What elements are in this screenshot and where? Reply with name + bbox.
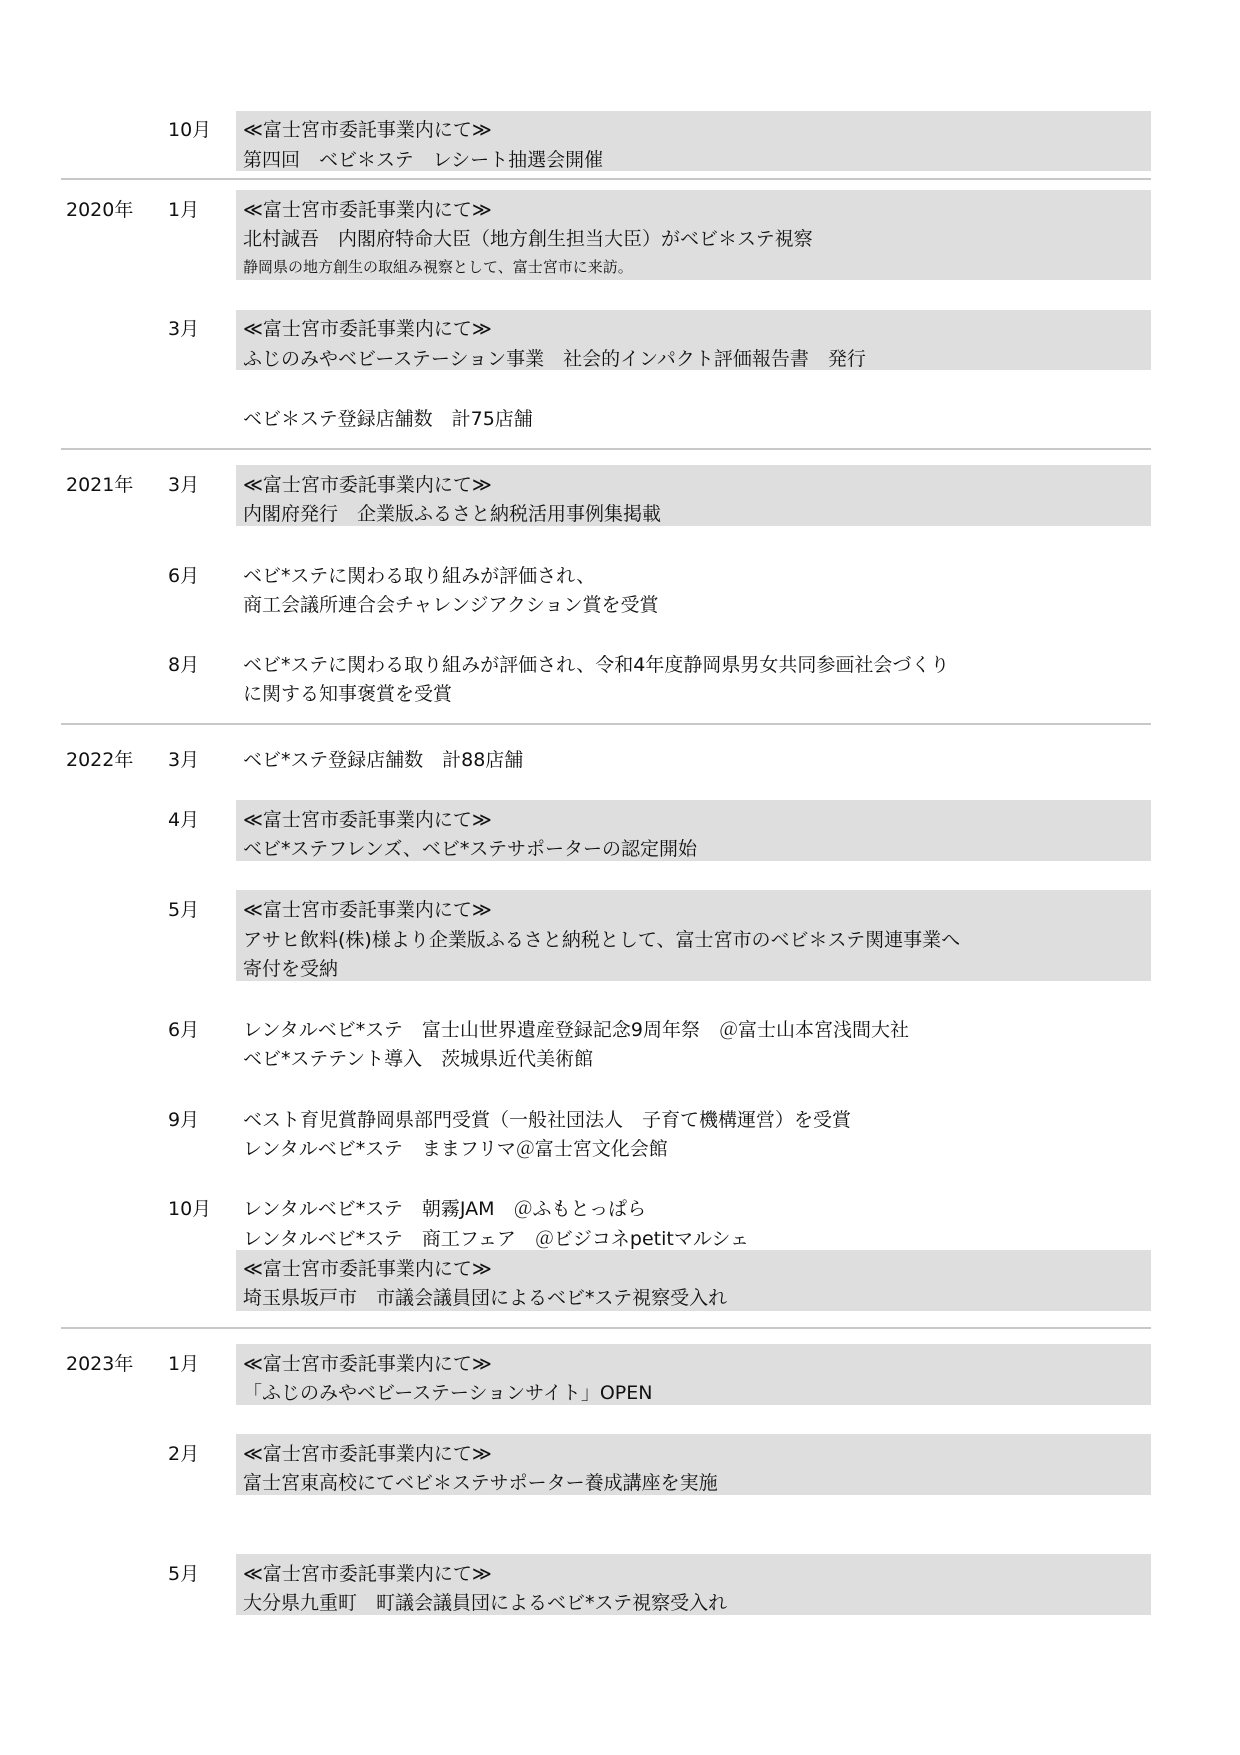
entry-text: 「ふじのみやベビーステーションサイト」OPEN: [243, 1382, 653, 1404]
entry-text: 大分県九重町 町議会議員団によるベビ*ステ視察受入れ: [243, 1592, 728, 1614]
entry-text: ベビ*ステに関わる取り組みが評価され、: [243, 565, 596, 587]
entry-text: 寄付を受納: [243, 958, 339, 980]
year-label: 2022年: [66, 749, 134, 771]
month-label: 1月: [168, 199, 200, 221]
entry-tag: ≪富士宮市委託事業内にて≫: [243, 318, 492, 340]
entry-tag: ≪富士宮市委託事業内にて≫: [243, 899, 492, 921]
month-label: 2月: [168, 1443, 200, 1465]
month-label: 3月: [168, 474, 200, 496]
entry-tag: ≪富士宮市委託事業内にて≫: [243, 1353, 492, 1375]
month-label: 8月: [168, 654, 200, 676]
entry-text: アサヒ飲料(株)様より企業版ふるさと納税として、富士宮市のベビ＊ステ関連事業へ: [243, 929, 961, 951]
entry-tag: ≪富士宮市委託事業内にて≫: [243, 1443, 492, 1465]
entry-text: レンタルベビ*ステ ままフリマ＠富士宮文化会館: [243, 1138, 668, 1160]
year-label: 2020年: [66, 199, 134, 221]
entry-text: ベスト育児賞静岡県部門受賞（一般社団法人 子育て機構運営）を受賞: [243, 1109, 852, 1131]
entry-text: ふじのみやベビーステーション事業 社会的インパクト評価報告書 発行: [243, 348, 866, 370]
entry-text: ベビ＊ステ登録店舗数 計75店舗: [243, 408, 533, 430]
entry-text: 商工会議所連合会チャレンジアクション賞を受賞: [243, 594, 659, 616]
entry-text: ベビ*ステテント導入 茨城県近代美術館: [243, 1048, 594, 1070]
entry-tag: ≪富士宮市委託事業内にて≫: [243, 809, 492, 831]
year-divider: [61, 178, 1151, 180]
entry-text: 北村誠吾 内閣府特命大臣（地方創生担当大臣）がベビ＊ステ視察: [243, 228, 813, 250]
entry-tag: ≪富士宮市委託事業内にて≫: [243, 1563, 492, 1585]
month-label: 10月: [168, 119, 212, 141]
month-label: 10月: [168, 1198, 212, 1220]
month-label: 9月: [168, 1109, 200, 1131]
month-label: 5月: [168, 899, 200, 921]
year-divider: [61, 723, 1151, 725]
entry-text: レンタルベビ*ステ 朝霧JAM ＠ふもとっぱら: [243, 1198, 647, 1220]
month-label: 6月: [168, 1019, 200, 1041]
month-label: 1月: [168, 1353, 200, 1375]
entry-text: ベビ*ステ登録店舗数 計88店舗: [243, 749, 524, 771]
entry-text: 内閣府発行 企業版ふるさと納税活用事例集掲載: [243, 503, 662, 525]
month-label: 5月: [168, 1563, 200, 1585]
entry-text: ベビ*ステフレンズ、ベビ*ステサポーターの認定開始: [243, 838, 698, 860]
entry-text: に関する知事褒賞を受賞: [243, 683, 453, 705]
month-label: 3月: [168, 318, 200, 340]
entry-text: ベビ*ステに関わる取り組みが評価され、令和4年度静岡県男女共同参画社会づくり: [243, 654, 950, 676]
month-label: 3月: [168, 749, 200, 771]
entry-tag: ≪富士宮市委託事業内にて≫: [243, 474, 492, 496]
entry-tag: ≪富士宮市委託事業内にて≫: [243, 119, 492, 141]
entry-tag: ≪富士宮市委託事業内にて≫: [243, 199, 492, 221]
year-label: 2023年: [66, 1353, 134, 1375]
entry-text: 富士宮東高校にてベビ＊ステサポーター養成講座を実施: [243, 1472, 718, 1494]
year-divider: [61, 1327, 1151, 1329]
year-label: 2021年: [66, 474, 134, 496]
entry-text: 第四回 ベビ＊ステ レシート抽選会開催: [243, 149, 604, 171]
entry-note: 静岡県の地方創生の取組み視察として、富士宮市に来訪。: [243, 258, 633, 276]
month-label: 6月: [168, 565, 200, 587]
entry-text: レンタルベビ*ステ 商工フェア ＠ビジコネpetitマルシェ: [243, 1228, 750, 1250]
entry-text: レンタルベビ*ステ 富士山世界遺産登録記念9周年祭 ＠富士山本宮浅間大社: [243, 1019, 909, 1041]
year-divider: [61, 448, 1151, 450]
entry-text: 埼玉県坂戸市 市議会議員団によるベビ*ステ視察受入れ: [243, 1287, 728, 1309]
month-label: 4月: [168, 809, 200, 831]
entry-tag: ≪富士宮市委託事業内にて≫: [243, 1258, 492, 1280]
